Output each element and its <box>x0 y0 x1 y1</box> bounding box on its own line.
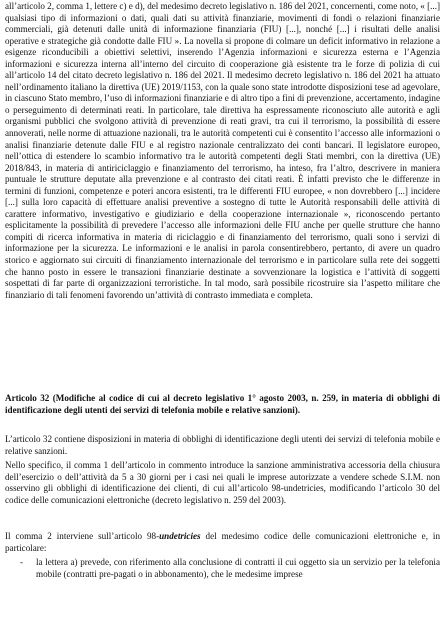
comma-2-list <box>5 557 440 580</box>
list-item-text: la lettera a) prevede, con riferimento alla conclusione di contratti il cui oggetto sia un servizio per la telefonia mobile (contratti pre-pagati o in abbonamento), che le medesime imprese <box>36 557 440 579</box>
paragraph-comma-2 <box>5 531 440 554</box>
list-marker: - <box>20 557 24 567</box>
list-item <box>5 557 440 580</box>
paragraph-article-32-intro: L’articolo 32 contiene disposizioni in materia di obblighi di identificazione degli utenti dei servizi di telefonia mobile e relative sanzioni. <box>5 434 440 456</box>
paragraph-fiu-analysis: all’articolo 2, comma 1, lettere c) e d), del medesimo decreto legislativo n. 186 del 2021, concernenti, come noto, « [...] qualsiasi tipo di informazioni o dati, quali dati su attività finanziarie, movimenti di fondi o relazioni finanziarie commerciali, già detenuti dalle unità di informazione finanziaria (FIU) [...], nonché [...] i risultati delle analisi operative e strategiche già condotte dalle FIU ». La novella si propone di colmare un deficit informativo in relazione a esigenze riconducibili a obiettivi selettivi, inserendo l’Agenzia informazioni e sicurezza esterna e l’Agenzia informazioni e sicurezza interna all’interno del circuito di cooperazione già esistente tra le forze di polizia di cui all’articolo 14 del citato decreto legislativo n. 186 del 2021. Il medesimo decreto legislativo n. 186 del 2021 ha attuato nell’ordinamento italiano la direttiva (UE) 2019/1153, con la quale sono state introdotte disposizioni tese ad agevolare, in ciascuno Stato membro, l’uso di informazioni finanziarie e di altro tipo a fini di prevenzione, accertamento, indagine o perseguimento di determinati reati. In particolare, tale direttiva ha espressamente riconosciuto alle autorità e agli organismi pubblici che svolgono attività di prevenzione di reati gravi, tra cui il terrorismo, la possibilità di essere annoverati, nelle norme di attuazione nazionali, tra le autorità competenti cui è consentito l’accesso alle informazioni o analisi finanziarie detenute dalle FIU e al registro nazionale centralizzato dei conti bancari. Il legislatore europeo, nell’ottica di estendere lo scambio informativo tra le autorità competenti degli Stati membri, con la direttiva (UE) 2018/843, in materia di antiriciclaggio e finanziamento del terrorismo, ha inteso, fra l’altro, descrivere in maniera puntuale le strutture deputate alla prevenzione e al contrasto dei citati reati. È infatti previsto che le differenze in termini di funzioni, competenze e poteri ancora esistenti, tra le differenti FIU europee, « non dovrebbero [...] incidere [...] sulla loro capacità di effettuare analisi preventive a sostegno di tutte le Autorità responsabili delle attività di carattere informativo, investigativo e giudiziario e della cooperazione internazionale », riconoscendo pertanto esplicitamente la possibilità di prevedere l’accesso alle informazioni delle FIU anche per quelle strutture che hanno compiti di ricerca informativa in materia di riciclaggio e di finanziamento del terrorismo, quali sono i servizi di informazione per la sicurezza. Le informazioni e le analisi in parola consentirebbero, pertanto, di avere un quadro storico e aggiornato sui circuiti di finanziamento internazionale del terrorismo e in particolare sulla rete dei soggetti che hanno posto in essere le transazioni finanziarie destinate a sovvenzionare la logistica e l’attività di soggetti sospettati di far parte di organizzazioni terroristiche. In tal modo, sarà possibile ricostruire sia l’aspetto militare che finanziario di tali fenomeni favorendo un’attività di contrasto immediata e completa. <box>5 1 440 300</box>
paragraph-comma-2-before: Il comma 2 interviene sull’articolo 98- <box>5 531 160 541</box>
paragraph-comma-1: Nello specifico, il comma 1 dell’articolo in commento introduce la sanzione amministrativa accessoria della chiusura dell’esercizio o dell’attività da 5 a 30 giorni per i casi nei quali le imprese autorizzate a vendere schede S.I.M. non osservino gli obblighi di identificazione dei clienti, di cui all’articolo 98-undetricies, modificando l’articolo 30 del codice delle comunicazioni elettroniche (decreto legislativo n. 259 del 2003). <box>5 460 440 505</box>
paragraph-comma-2-emphasis: undetricies <box>159 531 201 541</box>
article-32-heading: Articolo 32 (Modifiche al codice di cui al decreto legislativo 1° agosto 2003, n. 259, in materia di obblighi di identificazione degli utenti dei servizi di telefonia mobile e relative sanzioni). <box>5 393 440 415</box>
paragraph-comma-2-after: del medesimo codice delle comunicazioni elettroniche e, in particolare: <box>5 531 441 553</box>
